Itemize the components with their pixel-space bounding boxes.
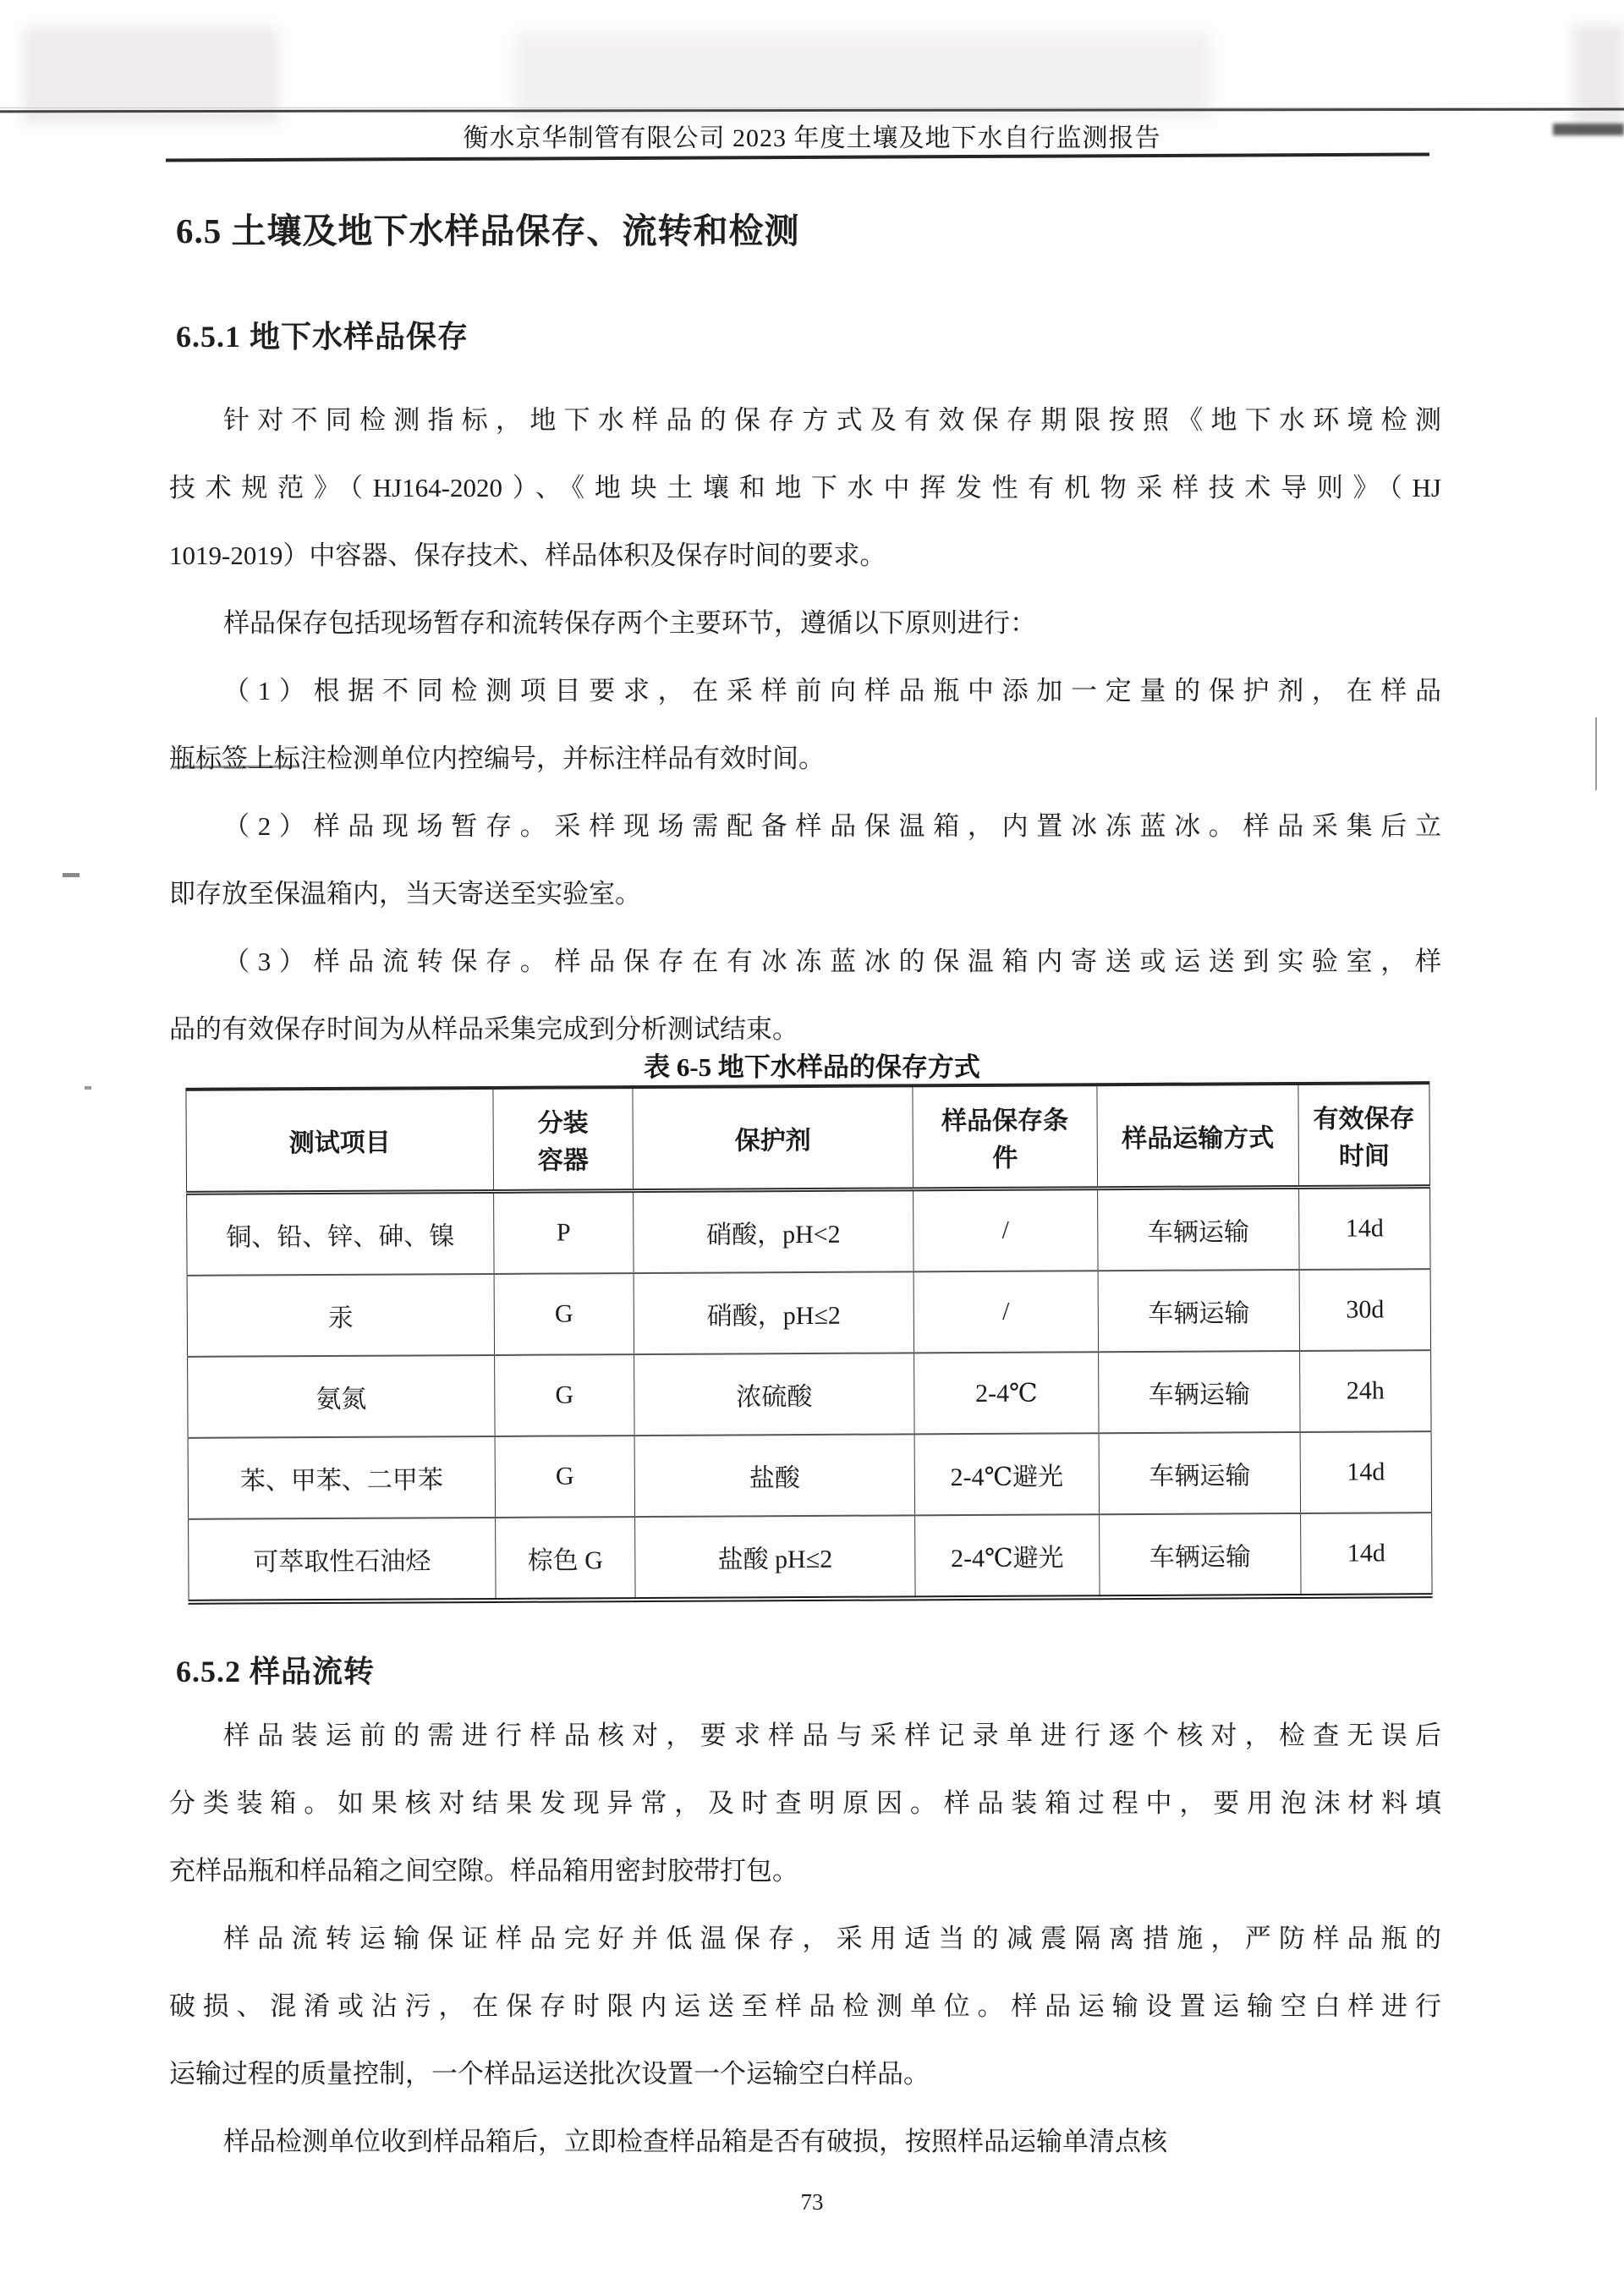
section-heading-6-5-2: 6.5.2 样品流转 <box>176 1655 376 1688</box>
running-header: 衡水京华制管有限公司 2023 年度土壤及地下水自行监测报告 <box>463 124 1161 152</box>
text-line: 瓶标签上标注检测单位内控编号，并标注样品有效时间。 <box>169 744 825 773</box>
paragraph <box>169 793 1441 928</box>
body-text-block-2 <box>169 1702 1441 2176</box>
text-line: （1）根据不同检测项目要求，在采样前向样品瓶中添加一定量的保护剂，在样品 <box>223 676 1441 706</box>
header-rule-dark <box>0 108 1624 113</box>
table-header-cell: 测试项目 <box>186 1088 494 1193</box>
table-cell: / <box>914 1271 1098 1353</box>
table-cell: 氨氮 <box>188 1355 495 1438</box>
table-row <box>189 1513 1432 1602</box>
text-line: （3）样品流转保存。样品保存在有冰冻蓝冰的保温箱内寄送或运送到实验室，样 <box>223 947 1441 976</box>
paragraph <box>169 590 1441 657</box>
table-cell: 2-4℃避光 <box>915 1514 1100 1598</box>
table-header-cell: 保护剂 <box>633 1085 914 1190</box>
paragraph <box>169 928 1441 1063</box>
scan-smudge <box>1573 25 1624 127</box>
table-cell: 盐酸 <box>634 1434 914 1517</box>
text-line: 分类装箱。如果核对结果发现异常，及时查明原因。样品装箱过程中，要用泡沫材料填 <box>169 1788 1441 1818</box>
table-cell: P <box>494 1191 634 1274</box>
table-cell: 可萃取性石油烃 <box>189 1518 497 1602</box>
text-line: 品的有效保存时间为从样品采集完成到分析测试结束。 <box>169 1014 798 1044</box>
scan-mark <box>85 1086 91 1090</box>
table-cell: 硝酸，pH<2 <box>634 1189 914 1273</box>
text-line: 技术规范》（HJ164-2020）、《地块土壤和地下水中挥发性有机物采样技术导则》（HJ <box>169 473 1441 502</box>
table-cell: 24h <box>1300 1350 1432 1432</box>
text-line: 即存放至保温箱内，当天寄送至实验室。 <box>169 879 641 909</box>
header-underline <box>166 152 1429 162</box>
table-row <box>187 1269 1430 1357</box>
table-header-cell: 样品运输方式 <box>1097 1084 1299 1189</box>
table-cell: 汞 <box>187 1274 494 1357</box>
text-line: 破损、混淆或沾污，在保存时限内运送至样品检测单位。样品运输设置运输空白样进行 <box>169 1991 1441 2021</box>
section-heading-6-5: 6.5 土壤及地下水样品保存、流转和检测 <box>176 211 800 250</box>
table-row <box>187 1187 1430 1276</box>
table-cell: 2-4℃避光 <box>914 1433 1099 1515</box>
table-row <box>188 1431 1431 1519</box>
table-cell: 14d <box>1299 1187 1431 1270</box>
table-body <box>187 1187 1433 1602</box>
table-cell: G <box>494 1273 634 1355</box>
paragraph <box>169 1702 1441 1905</box>
text-line: 针对不同检测指标，地下水样品的保存方式及有效保存期限按照《地下水环境检测 <box>223 405 1441 435</box>
text-line: 样品流转运输保证样品完好并低温保存，采用适当的减震隔离措施，严防样品瓶的 <box>223 1924 1441 1953</box>
table-cell: 30d <box>1299 1269 1431 1351</box>
scan-mark <box>63 873 80 877</box>
section-heading-6-5-1: 6.5.1 地下水样品保存 <box>176 320 469 354</box>
paragraph <box>169 657 1441 793</box>
table-cell: G <box>495 1354 635 1436</box>
table-cell: 2-4℃ <box>914 1352 1099 1434</box>
text-line: 样品检测单位收到样品箱后，立即检查样品箱是否有破损，按照样品运输单清点核 <box>223 2127 1167 2156</box>
table-header-cell: 样品保存条 件 <box>913 1084 1098 1189</box>
text-line: 1019-2019）中容器、保存技术、样品体积及保存时间的要求。 <box>169 541 886 570</box>
text-line: （2）样品现场暂存。采样现场需配备样品保温箱，内置冰冻蓝冰。样品采集后立 <box>223 811 1441 841</box>
table-cell: 车辆运输 <box>1098 1270 1299 1352</box>
table-cell: 14d <box>1300 1431 1432 1513</box>
page-number: 73 <box>800 2189 824 2215</box>
table-cell: 车辆运输 <box>1098 1187 1300 1271</box>
table-cell: 盐酸 pH≤2 <box>635 1515 916 1600</box>
table-cell: 棕色 G <box>496 1517 636 1600</box>
table-cell: 浓硫酸 <box>634 1353 914 1436</box>
table-cell: 车辆运输 <box>1100 1513 1302 1597</box>
text-line: 充样品瓶和样品箱之间空隙。样品箱用密封胶带打包。 <box>169 1856 798 1886</box>
body-text-block-1 <box>169 387 1441 1063</box>
table-header-cell: 有效保存 时间 <box>1298 1083 1430 1187</box>
table-cell: 硝酸，pH≤2 <box>634 1271 914 1354</box>
text-line: 样品装运前的需进行样品核对，要求样品与采样记录单进行逐个核对，检查无误后 <box>223 1721 1441 1750</box>
table-cell: 铜、铅、锌、砷、镍 <box>187 1191 495 1275</box>
paragraph <box>169 1905 1441 2108</box>
table-cell: 车辆运输 <box>1099 1351 1300 1433</box>
table-cell: G <box>495 1436 635 1518</box>
scan-smudge <box>516 34 1210 118</box>
text-line: 样品保存包括现场暂存和流转保存两个主要环节，遵循以下原则进行： <box>223 608 1036 638</box>
text-line: 运输过程的质量控制，一个样品运送批次设置一个运输空白样品。 <box>169 2059 930 2089</box>
scan-mark <box>1595 717 1597 790</box>
table-caption: 表 6-5 地下水样品的保存方式 <box>644 1052 980 1082</box>
table-row <box>188 1350 1431 1438</box>
table-cell: 14d <box>1301 1513 1433 1596</box>
table-cell: 车辆运输 <box>1099 1432 1300 1514</box>
table-cell: 苯、甲苯、二甲苯 <box>188 1436 495 1519</box>
table-header-cell: 分装 容器 <box>493 1087 634 1191</box>
paragraph <box>169 2108 1441 2176</box>
table-header <box>186 1083 1430 1193</box>
paragraph <box>169 387 1441 590</box>
table-cell: / <box>914 1189 1099 1272</box>
groundwater-sample-preservation-table <box>185 1081 1432 1605</box>
